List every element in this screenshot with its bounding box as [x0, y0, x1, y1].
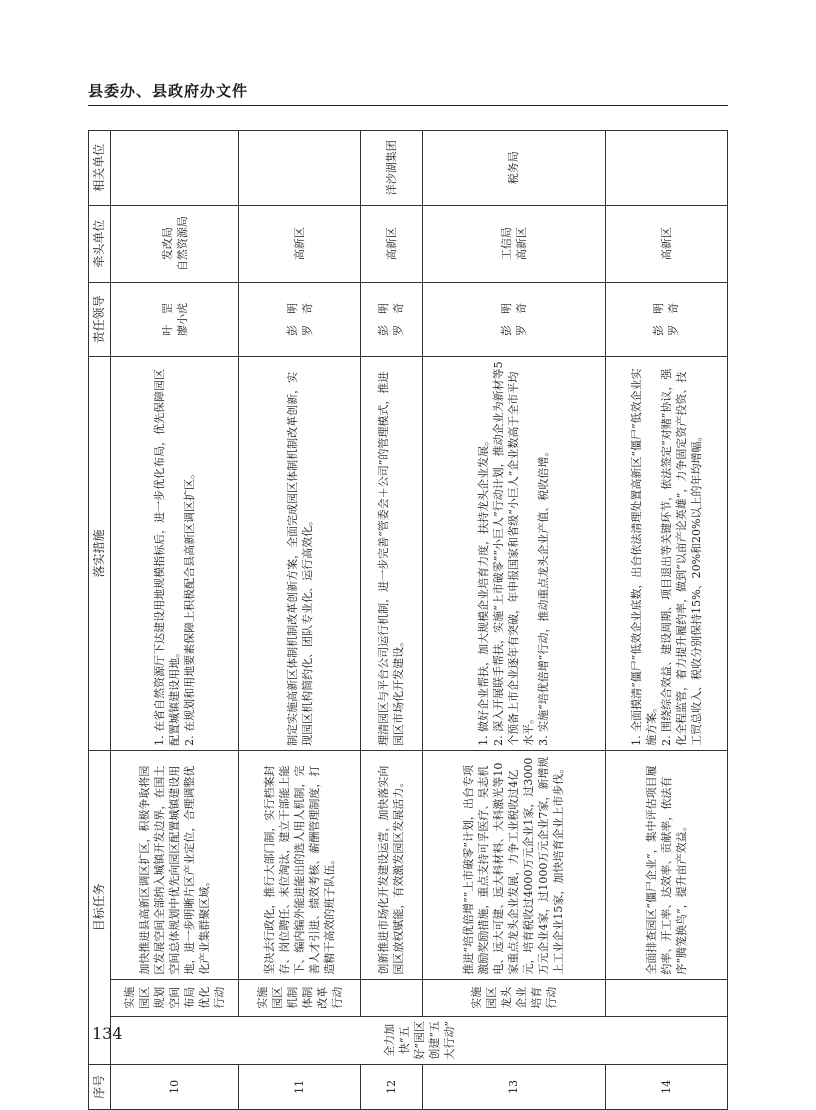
sub-category — [361, 979, 422, 1016]
responsible-leader — [361, 282, 422, 356]
related-unit — [111, 131, 239, 206]
related-unit — [605, 131, 727, 206]
table-row — [361, 131, 422, 1110]
column-header-no: 序号 — [89, 1064, 111, 1109]
leader-name: 叶 罡 — [160, 302, 174, 336]
measure-item: 1. 在省自然资源厅下达建设用地规模指标后，进一步优化布局，优先保障园区配置城镇建设用地。 — [153, 368, 182, 746]
row-number: 14 — [605, 1064, 727, 1109]
leader-name: 彭 明 — [285, 302, 299, 336]
column-header-related-unit: 相关单位 — [89, 131, 111, 206]
table-row — [111, 131, 239, 1110]
measure-item: 1. 全面摸清“僵尸”低效企业底数，出台依法清理处置高新区“僵尸”低效企业实施方案。 — [629, 368, 658, 746]
row-number: 11 — [239, 1064, 361, 1109]
target-task: 推进“培优倍增”“上市破零”计划，出台专项激励奖励措施，重点支持可孚医疗、昊志机电、远大可建、远大科材料、大科激光等10家重点龙头企业发展，力争工业税收过4亿元，培育税收过4000万元企业1家，过3000万元企业4家，过1000万元企业7家，新增规上工业企业15家，加快培育企业上市步伐。 — [422, 750, 605, 979]
leader-name: 罗 奇 — [300, 302, 314, 336]
header-rule — [88, 105, 728, 106]
measures — [422, 357, 605, 751]
leader-name: 廖小虎 — [175, 302, 189, 336]
target-task: 创新推进市场化开发建设运营，加快落实向园区放权赋能，有效激发园区发展活力。 — [361, 750, 422, 979]
table-row — [239, 131, 361, 1110]
leader-name: 彭 明 — [377, 302, 391, 336]
unit-name: 高新区 — [384, 227, 398, 261]
row-number: 10 — [111, 1064, 239, 1109]
related-unit: 税务局 — [422, 131, 605, 206]
responsible-leader — [605, 282, 727, 356]
row-number: 12 — [361, 1064, 422, 1109]
target-task: 加快推进县高新区调区扩区，积极争取将园区发展空间全部纳入城镇开发边界，在国土空间总体规划中优先向园区配置城镇建设用地，进一步明晰片区产业定位，合理调整优化产业集群聚区域。 — [111, 750, 239, 979]
leader-name: 罗 奇 — [514, 302, 528, 336]
page-number: 134 — [92, 1024, 123, 1043]
document-header: 县委办、县政府办文件 — [88, 82, 249, 100]
unit-name: 工信局 — [499, 227, 513, 261]
leader-name: 罗 奇 — [392, 302, 406, 336]
responsible-leader — [239, 282, 361, 356]
column-header-target: 目标任务 — [89, 750, 111, 1064]
column-header-measures: 落实措施 — [89, 357, 111, 751]
unit-name: 自然资源局 — [175, 216, 189, 272]
lead-unit — [605, 205, 727, 282]
measure-item: 2. 深入开展联手帮扶，实施“上市破零”“小巨人”行动计划，推动企业为新材等5个预备上市企业逐年有突破，年申报国家和省级“小巨人”企业数高于全市平均水平。 — [492, 361, 536, 746]
sub-category: 实施园区规划空间布局优化行动 — [111, 979, 239, 1016]
measures — [239, 357, 361, 751]
measure-item: 制定实施高新区体制机制改革创新方案，全面完成园区体制机制改革创新，实现园区机构简约化、团队专业化、运行高效化。 — [285, 371, 314, 746]
unit-name: 发改局 — [160, 227, 174, 261]
rotated-table-container — [88, 130, 728, 1110]
lead-unit — [111, 205, 239, 282]
measures — [605, 357, 727, 751]
column-header-leader: 责任领导 — [89, 282, 111, 356]
measure-item: 理清园区与平台公司运行机制，进一步完善“管委会＋公司”的管理模式，推进园区市场化开发建设。 — [377, 371, 406, 746]
row-number: 13 — [422, 1064, 605, 1109]
measures — [111, 357, 239, 751]
related-unit: 洋沙湖集团 — [361, 131, 422, 206]
leader-name: 彭 明 — [652, 302, 666, 336]
leader-name: 彭 明 — [499, 302, 513, 336]
leader-name: 罗 奇 — [667, 302, 681, 336]
column-header-lead-unit: 牵头单位 — [89, 205, 111, 282]
measure-item: 2. 在规划和用地要素保障上积极配合县高新区调区扩区。 — [183, 467, 197, 746]
lead-unit — [361, 205, 422, 282]
measures — [361, 357, 422, 751]
table-header-row — [89, 131, 111, 1110]
measure-item: 3. 实施“培优倍增”行动，推动重点龙头企业产值、税收倍增。 — [537, 445, 551, 746]
group-label: 全力加快“五好”园区创建“五大行动” — [111, 1016, 728, 1064]
unit-name: 高新区 — [514, 227, 528, 261]
sub-category — [605, 979, 727, 1016]
related-unit — [239, 131, 361, 206]
table-row — [422, 131, 605, 1110]
target-task: 全面排查园区“僵尸企业”，集中评估项目履约率、开工率、达效率、贡献率，依法有序“腾笼换鸟”，提升亩产效益。 — [605, 750, 727, 979]
task-table — [88, 130, 728, 1110]
lead-unit — [422, 205, 605, 282]
measure-item: 2. 围绕综合效益、建设周期、项目退出等关键环节，依法签定“对赌”协议，强化全程监管，着力提升履约率，做到“以亩产论英雄”，力争固定资产投资、技工贸总收入、税收分别保持15%、20%和20%以上的年均增幅。 — [659, 368, 703, 746]
unit-name: 高新区 — [659, 227, 673, 261]
lead-unit — [239, 205, 361, 282]
table-row — [605, 131, 727, 1110]
responsible-leader — [422, 282, 605, 356]
target-task: 坚决去行政化，推行大部门制，实行档案封存、岗位聘任、末位淘汰，建立干部能上能下、编内编外能进能出的选人用人机制，完善人才引进、绩效考核、薪酬管理制度，打造精干高效的班子队伍。 — [239, 750, 361, 979]
sub-category: 实施园区机制体制改革行动 — [239, 979, 361, 1016]
responsible-leader — [111, 282, 239, 356]
unit-name: 高新区 — [293, 227, 307, 261]
measure-item: 1. 做好企业帮扶，加大规模企业培育力度，扶持龙头企业发展。 — [477, 434, 491, 746]
sub-category: 实施园区龙头企业培育行动 — [422, 979, 605, 1016]
